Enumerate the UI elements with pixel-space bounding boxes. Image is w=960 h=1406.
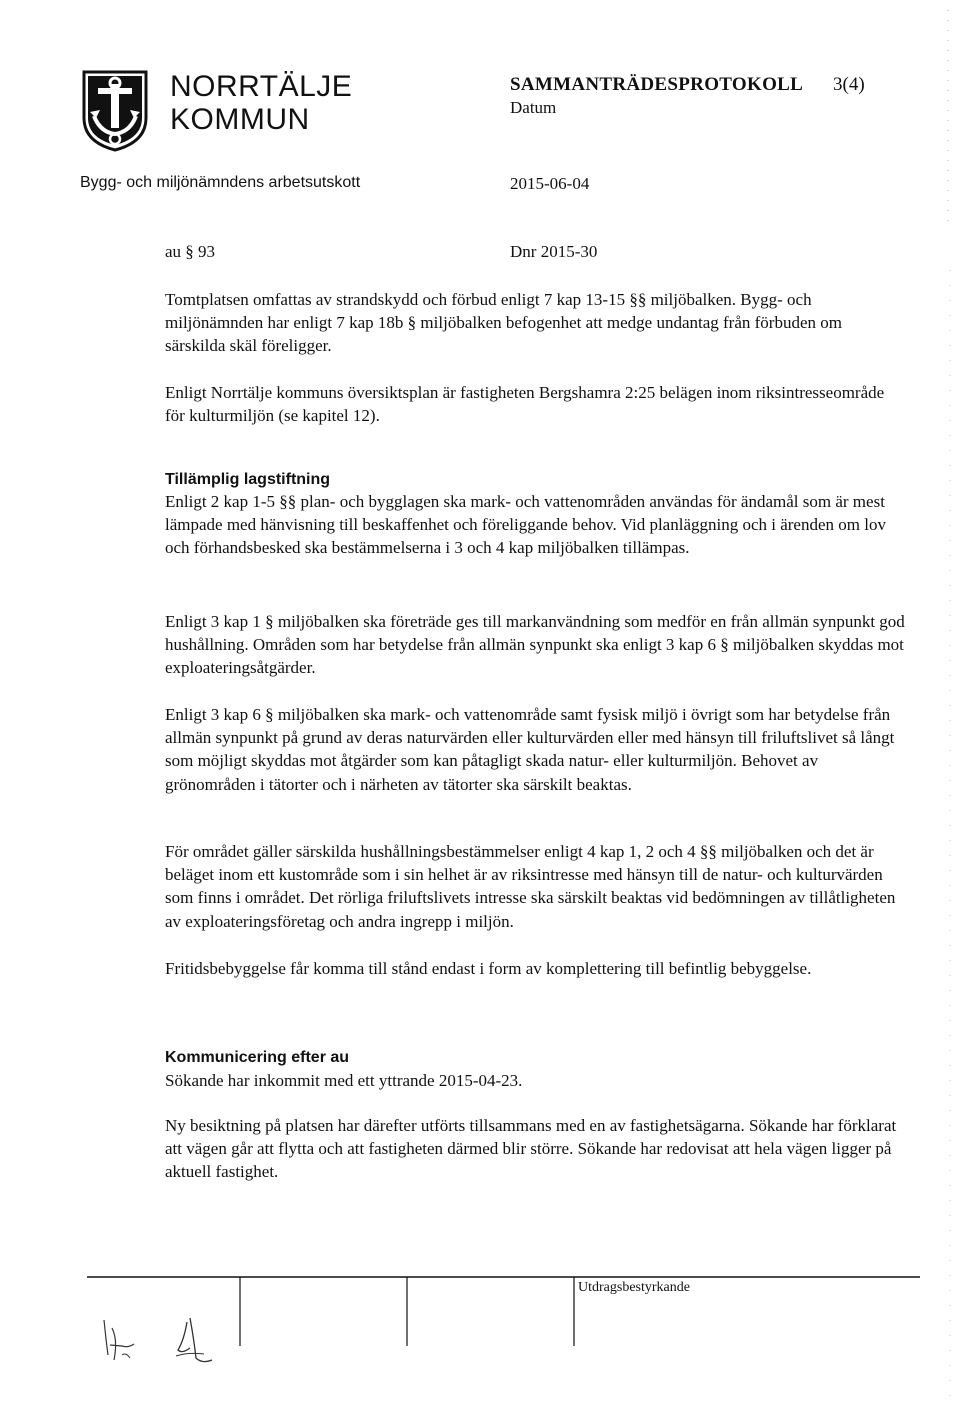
paragraph-hushallning: För området gäller särskilda hushållningsbestämmelser enligt 4 kap 1, 2 och 4 §§ miljöbalken och det är beläget inom ett kustområde som i sin helhet är av riksintresse med hänsyn till de natur- och kulturvärden som finns i området. Det rörliga friluftslivets intresse ska särskilt beaktas vid bedömningen av tillåtligheten av exploateringsföretag och andra ingrepp i miljön. bbox=[165, 842, 896, 931]
org-name-line2: KOMMUN bbox=[170, 103, 310, 136]
document-type: SAMMANTRÄDESPROTOKOLL bbox=[510, 74, 804, 95]
case-number: au § 93 bbox=[165, 242, 216, 261]
diary-number: Dnr 2015-30 bbox=[510, 242, 598, 261]
municipality-logo-icon bbox=[80, 68, 150, 152]
paragraph-mb-3-1: Enligt 3 kap 1 § miljöbalken ska företräde ges till markanvändning som medför en från allmän synpunkt god hushållning. Områden som har betydelse från allmän synpunkt ska enligt 3 kap 6 § miljöbalken skyddas mot exploateringsåtgärder. bbox=[165, 612, 905, 678]
heading-kommunicering: Kommunicering efter au bbox=[165, 1049, 350, 1066]
paragraph-besiktning: Ny besiktning på platsen har därefter utförts tillsammans med en av fastighetsägarna. Sökande har förklarat att vägen går att flytta och att fastigheten därmed blir större. Sökande har redovisat att hela vägen ligger på aktuell fastighet. bbox=[165, 1116, 897, 1182]
paragraph-pbl: Enligt 2 kap 1-5 §§ plan- och bygglagen ska mark- och vattenområden användas för ändamål som är mest lämpade med hänvisning till beskaffenhet och föreliggande behov. Vid planläggning och i ärenden om lov och förhandsbesked ska bestämmelserna i 3 och 4 kap miljöbalken tillämpas. bbox=[165, 492, 886, 558]
paragraph-mb-3-6: Enligt 3 kap 6 § miljöbalken ska mark- och vattenområde samt fysisk miljö i övrigt som har betydelse från allmän synpunkt på grund av deras naturvärden eller kulturvärden eller med hänsyn till friluftslivet så långt som möjligt skyddas mot åtgärder som kan påtagligt skada natur- eller kulturmiljön. Behovet av grönområden i tätorter och i närheten av tätorter ska särskilt beaktas. bbox=[165, 705, 895, 794]
meeting-date: 2015-06-04 bbox=[510, 174, 590, 193]
scan-margin-marks bbox=[938, 10, 958, 1400]
page-number: 3(4) bbox=[833, 74, 865, 95]
paragraph-yttrande: Sökande har inkommit med ett yttrande 2015-04-23. bbox=[165, 1071, 523, 1090]
paragraph-strandskydd: Tomtplatsen omfattas av strandskydd och förbud enligt 7 kap 13-15 §§ miljöbalken. Bygg- och miljönämnden har enligt 7 kap 18b § miljöbalken befogenhet att medge undantag från förbuden om särskilda skäl föreligger. bbox=[165, 290, 842, 356]
committee-name: Bygg- och miljönämndens arbetsutskott bbox=[80, 174, 361, 191]
paragraph-oversiktsplan: Enligt Norrtälje kommuns översiktsplan är fastigheten Bergshamra 2:25 belägen inom riksintresseområde för kulturmiljön (se kapitel 12). bbox=[165, 383, 885, 426]
org-name-line1: NORRTÄLJE bbox=[170, 70, 353, 103]
organization-name bbox=[170, 70, 352, 136]
extract-certification-label: Utdragsbestyrkande bbox=[578, 1280, 690, 1295]
heading-lagstiftning: Tillämplig lagstiftning bbox=[165, 471, 331, 488]
paragraph-fritidsbebyggelse: Fritidsbebyggelse får komma till stånd endast i form av komplettering till befintlig bebyggelse. bbox=[165, 959, 812, 978]
date-label: Datum bbox=[510, 98, 557, 117]
initials-signature-icon bbox=[92, 1300, 232, 1380]
